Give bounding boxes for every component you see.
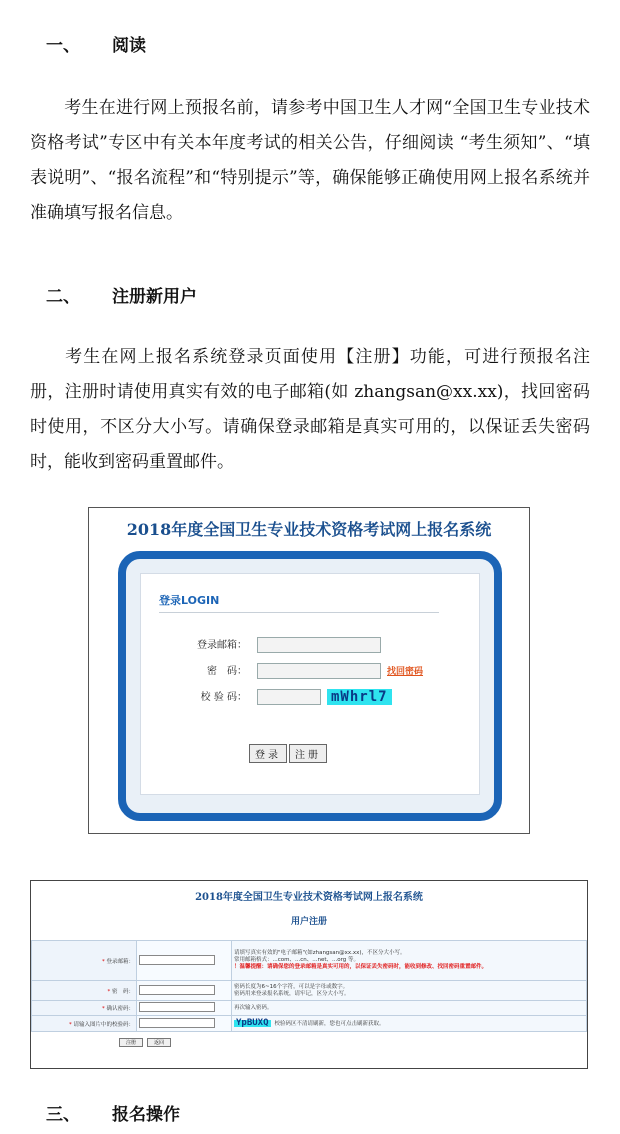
table-row: [32, 1016, 587, 1032]
register-form-table: [31, 940, 587, 1032]
login-system-title: 2018年度全国卫生专业技术资格考试网上报名系统: [126, 520, 492, 539]
login-captcha-label: 校 验 码：: [200, 692, 247, 703]
section-3-title: 报名操作: [112, 1105, 180, 1125]
register-back-button[interactable]: 返回: [147, 1038, 171, 1047]
register-email-input[interactable]: [139, 955, 215, 965]
register-captcha-note: YpBUXQ 校验码区不清请刷新，您也可点击刷新获取。: [232, 1016, 587, 1032]
login-frame: [118, 551, 502, 821]
section-1-heading: [46, 31, 146, 56]
register-captcha-input[interactable]: [139, 1018, 215, 1028]
login-captcha-input[interactable]: [257, 689, 321, 705]
register-confirm-cell: [137, 1001, 232, 1016]
login-captcha-row: [181, 688, 392, 705]
register-captcha-label: * 请输入图片中的校验码：: [32, 1016, 137, 1032]
section-2-heading: [46, 282, 197, 307]
section-3-heading: [46, 1100, 180, 1125]
login-page-screenshot: [88, 507, 530, 834]
login-password-input[interactable]: [257, 663, 381, 679]
register-submit-button[interactable]: 注册: [119, 1038, 143, 1047]
register-email-note: 请填写真实有效的"电子邮箱"(如zhangsan@xx.xx)，不区分大小写。 常用邮箱格式：...com、...cn、...net、...org 等。 ！温馨提醒：请确保您的登录邮箱是真实可用的，以保证丢失密码时，能收到修改、找回密码重置邮件。: [232, 941, 587, 981]
login-email-row: [181, 636, 381, 653]
login-panel: [140, 573, 480, 795]
section-2-paragraph: 考生在网上报名系统登录页面使用【注册】功能，可进行预报名注册，注册时请使用真实有效的电子邮箱(如 zhangsan@xx.xx)，找回密码时使用，不区分大小写。请确保登录邮箱是真实可用的，以保证丢失密码时，能收到密码重置邮件。: [30, 347, 590, 472]
register-confirm-label: * 确认密码：: [32, 1001, 137, 1016]
register-page-screenshot: [30, 880, 588, 1069]
section-2-title: 注册新用户: [112, 287, 197, 307]
register-subtitle: 用户注册: [290, 917, 327, 927]
register-system-title: 2018年度全国卫生专业技术资格考试网上报名系统: [195, 892, 423, 903]
section-1-paragraph: 考生在进行网上预报名前，请参考中国卫生人才网“全国卫生专业技术资格考试”专区中有关本年度考试的相关公告，仔细阅读 “考生须知”、“填表说明”、“报名流程”和“特别提示”等，确保能够正确使用网上报名系统并准确填写报名信息。: [30, 98, 590, 223]
forgot-password-link[interactable]: 找回密码: [387, 667, 424, 677]
login-heading: 登录LOGIN: [159, 594, 220, 607]
divider: [159, 612, 439, 613]
register-password-label: * 密 码：: [32, 981, 137, 1001]
register-confirm-note: 再次输入密码。: [232, 1001, 587, 1016]
table-row: [32, 1001, 587, 1016]
table-row: [32, 941, 587, 981]
login-button[interactable]: 登录: [249, 744, 287, 763]
section-1-title: 阅读: [112, 36, 146, 56]
register-button[interactable]: 注册: [289, 744, 327, 763]
section-1-number: 一、: [46, 36, 80, 56]
register-password-note: 密码长度为6~16个字符，可以是字母或数字。 密码用来登录报名系统，请牢记，区分大小写。: [232, 981, 587, 1001]
login-password-label: 密 码：: [207, 666, 247, 677]
register-password-input[interactable]: [139, 985, 215, 995]
section-2-number: 二、: [46, 287, 80, 307]
table-row: [32, 981, 587, 1001]
register-captcha-cell: [137, 1016, 232, 1032]
captcha-image[interactable]: mWhrl7: [327, 689, 392, 705]
register-captcha-image[interactable]: YpBUXQ: [236, 1017, 269, 1028]
register-email-cell: [137, 941, 232, 981]
login-password-row: [181, 662, 423, 679]
login-email-label: 登录邮箱：: [197, 640, 247, 651]
register-confirm-input[interactable]: [139, 1002, 215, 1012]
section-3-number: 三、: [46, 1105, 80, 1125]
register-email-label: * 登录邮箱：: [32, 941, 137, 981]
login-email-input[interactable]: [257, 637, 381, 653]
register-password-cell: [137, 981, 232, 1001]
